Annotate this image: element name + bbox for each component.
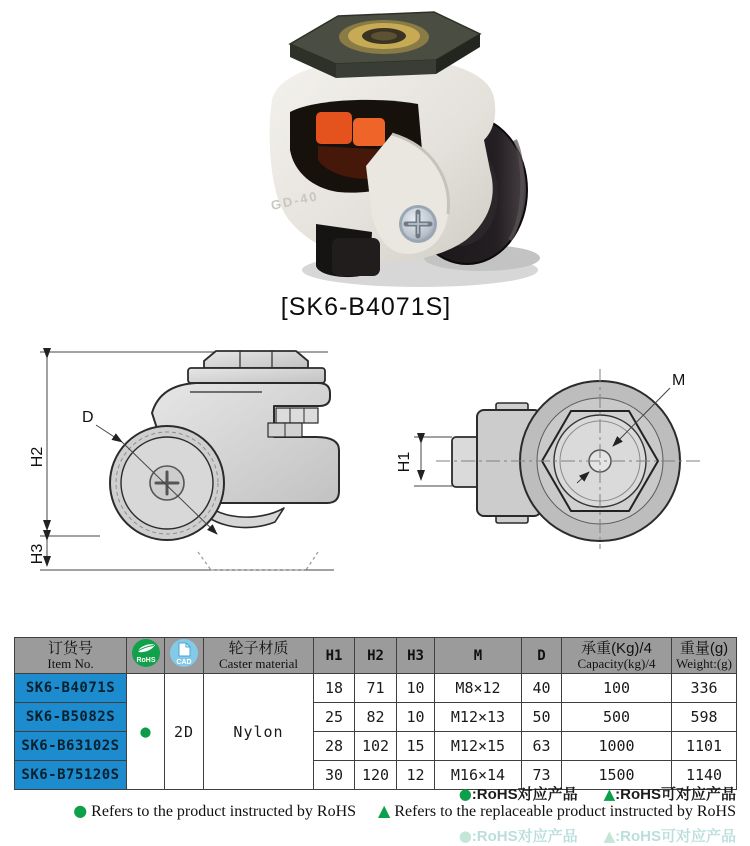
col-item-no-en: Item No.: [47, 655, 94, 671]
cutoff-dot-icon: ●: [458, 827, 472, 845]
col-weight: [672, 638, 737, 674]
col-h3: [397, 638, 435, 674]
h3-cell: 10: [397, 703, 435, 732]
rohs-icon: [131, 638, 161, 668]
dim-label-h3: H3: [29, 543, 46, 565]
col-cad: [165, 638, 204, 674]
item-no-cell: SK6-B63102S: [15, 732, 127, 761]
col-item-no: [15, 638, 127, 674]
cad-type-cell: 2D: [165, 674, 204, 790]
dim-label-h2: H2: [29, 446, 46, 468]
weight-cell: 336: [672, 674, 737, 703]
cutoff-dot-text: :RoHS对应产品: [471, 828, 578, 845]
legend-dot-icon: ●: [73, 801, 88, 820]
col-item-no-cn: 订货号: [47, 639, 93, 657]
d-cell: 63: [522, 732, 562, 761]
spec-table: [14, 637, 737, 790]
col-d: [522, 638, 562, 674]
col-capacity-en: Capacity(kg)/4: [577, 655, 656, 671]
col-d-label: D: [537, 647, 546, 664]
h2-cell: 71: [355, 674, 397, 703]
weight-cell: 1140: [672, 761, 737, 790]
h1-cell: 18: [314, 674, 355, 703]
col-weight-en: Weight:(g): [676, 655, 732, 671]
photo-screw: [399, 205, 437, 243]
rohs-dot: ●: [140, 721, 151, 742]
col-material-cn: 轮子材质: [228, 639, 289, 657]
cutoff-next-line: [458, 825, 736, 845]
h2-cell: 82: [355, 703, 397, 732]
capacity-cell: 100: [562, 674, 672, 703]
h1-cell: 25: [314, 703, 355, 732]
col-h2-label: H2: [367, 647, 384, 664]
col-m: [435, 638, 522, 674]
h3-cell: 12: [397, 761, 435, 790]
m-cell: M8×12: [435, 674, 522, 703]
col-rohs: [127, 638, 165, 674]
m-cell: M16×14: [435, 761, 522, 790]
photo-marking: GD-40: [269, 188, 320, 213]
material-cell: Nylon: [204, 674, 314, 790]
table-row: [15, 703, 737, 732]
col-h1: [314, 638, 355, 674]
h3-cell: 10: [397, 674, 435, 703]
cad-icon-label: CAD: [176, 659, 192, 666]
col-material: [204, 638, 314, 674]
legend-dot-text-en: Refers to the product instructed by RoHS: [91, 803, 357, 820]
rohs-icon-label: RoHS: [135, 657, 156, 664]
item-no-cell: SK6-B4071S: [15, 674, 127, 703]
d-cell: 73: [522, 761, 562, 790]
legend-tri-text-cn: :RoHS可对应产品: [615, 786, 736, 803]
photo-foot-pad: [316, 224, 380, 277]
item-no-cell: SK6-B75120S: [15, 761, 127, 790]
cutoff-tri-text: :RoHS可对应产品: [615, 828, 736, 845]
table-header-row: [15, 638, 737, 674]
m-cell: M12×15: [435, 732, 522, 761]
legend-dot-text-cn: :RoHS对应产品: [471, 786, 578, 803]
weight-cell: 598: [672, 703, 737, 732]
legend-dot-icon: ●: [458, 785, 472, 803]
dim-label-m: M: [672, 372, 686, 389]
weight-cell: 1101: [672, 732, 737, 761]
col-h1-label: H1: [325, 647, 343, 664]
h2-cell: 120: [355, 761, 397, 790]
technical-drawings: [0, 335, 750, 633]
m-cell: M12×13: [435, 703, 522, 732]
col-capacity-cn: 承重(Kg)/4: [581, 639, 652, 657]
d-cell: 50: [522, 703, 562, 732]
col-h2: [355, 638, 397, 674]
table-row: [15, 732, 737, 761]
cad-icon: [169, 638, 199, 668]
h1-cell: 28: [314, 732, 355, 761]
product-model-label: [SK6-B4071S]: [280, 293, 452, 321]
col-material-en: Caster material: [218, 655, 299, 671]
front-view-drawing: [396, 369, 704, 549]
h2-cell: 102: [355, 732, 397, 761]
capacity-cell: 1000: [562, 732, 672, 761]
cutoff-triangle-icon: ▲: [603, 827, 616, 845]
legend-triangle-icon: ▲: [378, 801, 391, 820]
rohs-status-cell: [127, 674, 165, 790]
col-capacity: [562, 638, 672, 674]
col-m-label: M: [473, 647, 483, 664]
d-cell: 40: [522, 674, 562, 703]
h3-cell: 15: [397, 732, 435, 761]
col-weight-cn: 重量(g): [679, 639, 729, 657]
item-no-cell: SK6-B5082S: [15, 703, 127, 732]
h1-cell: 30: [314, 761, 355, 790]
capacity-cell: 500: [562, 703, 672, 732]
product-photo: [220, 0, 542, 295]
table-row: [15, 674, 737, 703]
legend-triangle-icon: ▲: [603, 785, 616, 803]
rohs-legend-en: [73, 801, 736, 821]
dim-label-d: D: [82, 409, 94, 426]
legend-tri-text-en: Refers to the replaceable product instructed by RoHS: [394, 803, 736, 820]
col-h3-label: H3: [407, 647, 424, 664]
side-view-drawing: [29, 351, 339, 570]
capacity-cell: 1500: [562, 761, 672, 790]
dim-label-h1: H1: [396, 451, 413, 473]
